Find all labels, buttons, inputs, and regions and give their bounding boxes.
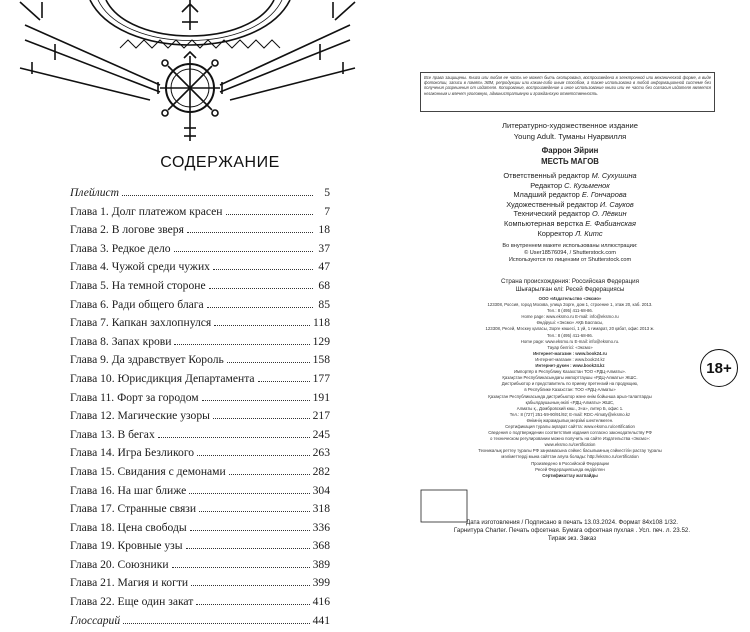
publisher-line: мәліметтерді мына сайттан алуға болады: http://eksmo.ru/certification [501,454,639,460]
illustrations-line: © User18576094, / Shutterstock.com [524,250,616,257]
author-name: Фаррон Эйрин [541,146,599,155]
toc-entry [70,502,330,521]
publisher-line: Home page: www.eksmo.ru E-mail: info@eksmo.ru [521,314,619,320]
toc-entry-label: Глава 5. На темной стороне [70,278,206,292]
dot-leader [258,381,310,382]
dot-leader [226,214,313,215]
dot-leader [213,269,313,270]
dot-leader [191,585,309,586]
toc-entry [70,260,330,279]
copyright-notice: Все права защищены. Книга или любая ее часть не может быть скопирована, воспроизведена в электронной или механической форме, в виде фотокопии, записи в память ЭВМ, репродукции или каким-либо иным способом, а также использована в любой информационной системе без получения разрешения от издателя. Копирование, воспроизведение и иное использование книги или ее части без согласия издателя является незаконным и влечет уголовную, административную и гражданскую ответственность. [420,72,715,112]
toc-entry [70,465,330,484]
toc-entry [70,446,330,465]
toc-entry-page: 318 [312,502,330,516]
credit-line [430,209,710,219]
origin-line: Страна происхождения: Российская Федерация [501,278,639,285]
publisher-line: www.eksmo.ru/certification [544,442,596,448]
publisher-line: Сведения о подтверждении соответствия издания согласно законодательству РФ [488,430,652,436]
toc-entry-page: 37 [318,241,330,255]
publisher-line: Өнімнің жарамдылық мерзімі шектелмеген. [526,417,614,423]
book-title: МЕСТЬ МАГОВ [541,157,599,166]
toc-entry [70,335,330,354]
toc-entry-page: 217 [312,409,330,423]
publisher-line: Сертификация туралы ақпарат сайтта: www.eksmo.ru/certification [505,423,635,429]
publisher-line: о техническом регулировании можно получить на сайте Издательства «Эксмо»: [490,436,650,442]
toc-entry-page: 263 [312,446,330,460]
toc-entry [70,205,330,224]
credit-name: М. Сухушина [591,171,637,180]
dot-leader [174,344,309,345]
toc-entry [70,595,330,614]
toc-entry-label: Глава 11. Форт за городом [70,390,199,404]
toc-entry-page: 118 [313,316,330,330]
publisher-line: в Республике Казахстан: ТОО «РДЦ-Алматы» [524,387,616,393]
dot-leader [190,530,310,531]
dot-leader [186,548,310,549]
toc-entry-label: Глава 15. Свидания с демонами [70,464,226,478]
toc-entry-label: Глава 8. Запах крови [70,334,172,348]
toc-entry-page: 389 [312,557,330,571]
dot-leader [196,604,309,605]
credit-role: Младший редактор [513,190,580,200]
toc-entry [70,298,330,317]
credit-name: И. Сауков [599,199,634,209]
publisher-logo-icon [420,489,468,523]
dot-leader [209,288,313,289]
toc-entry-label: Глава 10. Юрисдикция Департамента [70,371,255,385]
publisher-line: Тел.: 8 (727) 251-59-90/91/92; E-mail: RDC-Almaty@eksmo.kz [509,411,631,417]
toc-title: СОДЕРЖАНИЕ [160,154,280,171]
credit-role: Редактор [530,180,563,190]
toc-entry-label: Глава 6. Ради общего блага [70,297,204,311]
credit-role: Корректор [537,228,574,238]
dot-leader [207,307,313,308]
toc-entry-label: Глава 16. На шаг ближе [70,483,187,497]
toc-entry-page: 18 [318,223,330,237]
publisher-line: Сертификаттау жатпайды [542,472,598,478]
credit-name: О. Лёвкин [591,209,627,219]
dot-leader [199,511,310,512]
toc-entry-label: Глава 18. Цена свободы [70,520,187,534]
dot-leader [172,567,310,568]
credit-role: Компьютерная верстка [504,218,584,228]
print-date: Дата изготовления / Подписано в печать 13.03.2024. Формат 84x108 1/32. [466,519,678,526]
toc-entry-label: Глава 7. Капкан захлопнулся [70,316,212,330]
credit-line [430,229,710,239]
toc-entry-page: 399 [312,576,330,590]
publisher-line: Интернет-дүкен : www.book24.kz [535,363,605,369]
toc-entry [70,353,330,372]
toc-entry-page: 7 [324,204,330,218]
country-of-origin [430,278,710,294]
series-line: Young Adult. Туманы Нуарвилля [513,132,627,141]
publisher-line: Интернет-магазин : www.book24.kz [535,356,605,362]
publisher-line: Тауар белгісі: «Эксмо» [547,344,593,350]
toc-entry [70,614,330,632]
credit-line [430,190,710,200]
dot-leader [213,418,310,419]
toc-entry [70,428,330,447]
toc-entry [70,242,330,261]
toc-entry-page: 177 [312,371,330,385]
print-run: Тираж экз. Заказ [547,535,597,543]
print-specs: Гарнитура Charter. Печать офсетная. Бумага офсетная пухлая . Усл. печ. л. 23.52. [453,527,691,535]
toc-entry [70,576,330,595]
toc-entry-label: Глава 19. Кровные узы [70,539,183,553]
credit-name: Л. Китс [575,228,603,238]
dot-leader [174,251,313,252]
toc-entry-page: 441 [312,613,330,627]
toc-entry [70,391,330,410]
publisher-line: Алматы қ., Домбровский көш., 3«а», литер Б, офис 1. [516,405,624,411]
toc-entry-page: 68 [318,278,330,292]
genre-block [430,120,710,142]
toc-entry-label: Глава 21. Магия и когти [70,576,189,590]
toc-entry-page: 368 [312,539,330,553]
credit-name: С. Кузьменок [564,180,610,190]
credit-line [430,181,710,191]
toc-entry-label: Глава 22. Еще один закат [70,595,194,609]
toc-entry [70,223,330,242]
toc-entry-label: Глава 9. Да здравствует Король [70,353,224,367]
credit-name: Е. Гончарова [581,190,627,200]
publisher-line: Тел.: 8 (495) 411-68-86. [547,308,593,314]
publisher-line: 123308, Ресей, Мәскеу қаласы, Зорге көшесі, 1 үй, 1 ғимарат, 20 қабат, офис 2013 ж. [485,326,655,332]
credit-line [430,219,710,229]
toc-entry-page: 282 [312,464,330,478]
toc-entry [70,186,330,205]
publisher-line: Дистрибьютор и представитель по приему претензий на продукцию, [501,381,639,387]
publisher-line: Интернет-магазин : www.book24.ru [533,350,607,356]
genre-line: Литературно-художественное издание [501,121,639,130]
illustrations-line: Во внутреннем макете использованы иллюстрации: [502,243,638,249]
dot-leader [123,623,309,624]
dot-leader [202,400,310,401]
toc-entry [70,558,330,577]
toc-entry-label: Глава 12. Магические узоры [70,409,210,423]
dot-leader [214,325,310,326]
credit-line [430,171,710,181]
toc-entry-page: 129 [312,334,330,348]
publisher-line: Импортёр в Республику Казахстан ТОО «РДЦ-Алматы». [513,369,627,375]
illustrations-line: Используются по лицензии от Shutterstock.com [508,257,632,264]
toc-entry-label: Глава 17. Странные связи [70,502,197,516]
toc-entry [70,372,330,391]
dot-leader [187,232,313,233]
toc-entry-page: 47 [318,260,330,274]
dot-leader [189,493,309,494]
dot-leader [229,474,310,475]
publisher-line: Техникалық реттеу туралы РФ заңнамасына сәйкес басылымның сәйкестігін растау туралы [478,448,662,454]
publisher-line: ООО «Издательство «Эксмо» [538,296,602,301]
publisher-line: Қазақстан Республикасында дистрибьютор және өнім бойынша арыз-талаптарды [488,393,652,399]
age-rating-badge: 18+ [700,349,738,387]
illustrations-credit [430,243,710,265]
toc-entry [70,539,330,558]
toc-entry-label: Глава 2. В логове зверя [70,223,184,237]
credit-line [430,200,710,210]
toc-entry-page: 304 [312,483,330,497]
toc-entry-page: 85 [318,297,330,311]
publisher-line: 123308, Россия, город Москва, улица Зорге, дом 1, строение 1, этаж 20, каб. 2013. [487,302,653,308]
toc-entry [70,484,330,503]
toc-entry-page: 245 [312,427,330,441]
origin-line: Шығарылған елі: Ресей Федерациясы [515,286,625,293]
toc-entry-page: 191 [312,390,330,404]
toc-entry [70,316,330,335]
toc-entry-label: Глава 13. В бегах [70,427,155,441]
publisher-line: қабылдаушының өкілі «РДЦ-Алматы» ЖШС, [525,399,615,405]
toc-entry-label: Глоссарий [70,613,121,627]
toc-entry-label: Глава 14. Игра Безликого [70,446,195,460]
dot-leader [227,362,310,363]
publisher-line: Тел.: 8 (495) 411-68-86. [547,332,593,338]
right-page [390,0,750,605]
dot-leader [197,455,310,456]
publisher-line: Өндіруші: «Эксмо» АҚБ Баспасы, [536,320,604,326]
credits-list [430,171,710,238]
publisher-line: Қазақстан Республикасындағы импорттаушы «РДЦ-Алматы» ЖШС. [502,375,638,381]
toc-entry-label: Глава 3. Редкое дело [70,241,171,255]
toc-entry-page: 5 [324,186,330,199]
publisher-line: Произведено в Российской Федерации [531,460,609,466]
toc-entry [70,279,330,298]
vegvisir-emblem-icon [0,0,375,142]
toc-entry [70,521,330,540]
dot-leader [158,437,310,438]
toc-entry-label: Плейлист [70,186,120,199]
left-page [0,0,375,627]
publisher-line: Home page: www.eksmo.ru E-mail: info@eksmo.ru. [520,338,620,344]
credit-role: Технический редактор [513,209,590,219]
toc-entry-page: 336 [312,520,330,534]
publisher-line: Ресей Федерациясында өндірілген [535,466,605,472]
toc-entry [70,409,330,428]
publisher-info [430,296,710,479]
toc-entry-label: Глава 20. Союзники [70,557,169,571]
toc-entry-page: 416 [312,595,330,609]
credit-name: Е. Фабианская [585,218,636,228]
toc-entry-page: 158 [312,353,330,367]
table-of-contents [70,186,330,632]
credit-role: Художественный редактор [506,199,598,209]
toc-entry-label: Глава 1. Долг платежом красен [70,204,223,218]
dot-leader [122,195,313,196]
toc-entry-label: Глава 4. Чужой среди чужих [70,260,210,274]
print-info [442,519,702,544]
credit-role: Ответственный редактор [503,171,590,180]
